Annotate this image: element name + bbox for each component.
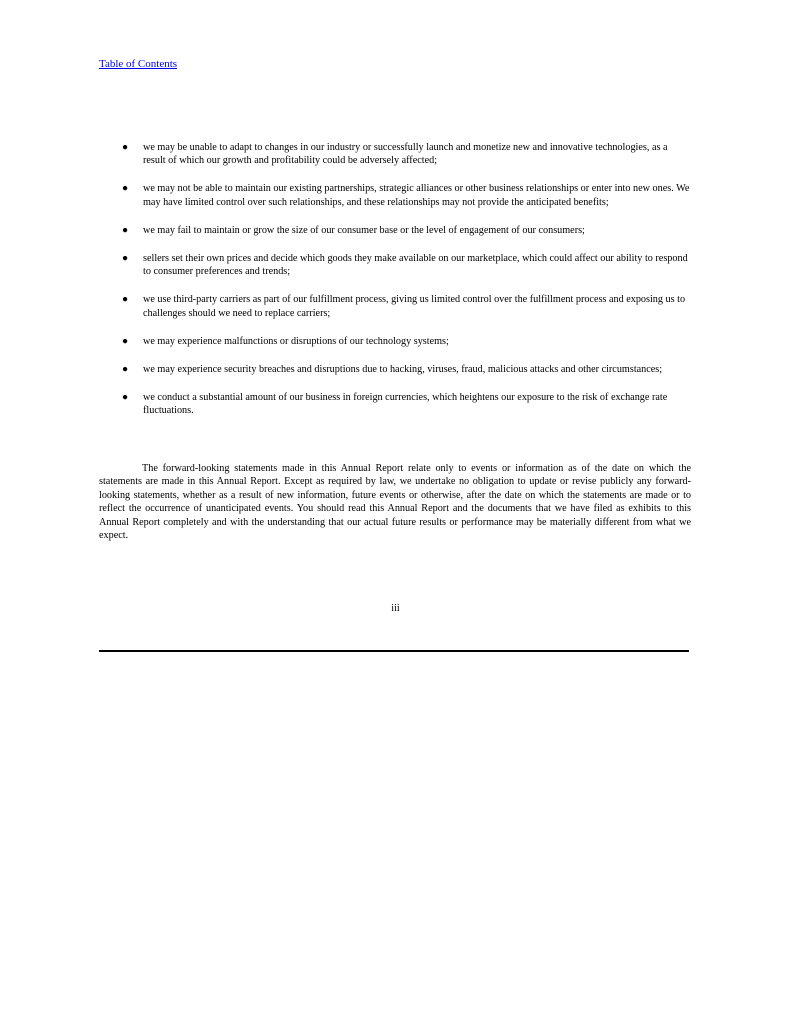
bullet-icon: ● [122,363,129,375]
bullet-item [99,293,691,320]
forward-looking-statements-paragraph: The forward-looking statements made in this Annual Report relate only to events or information as of the date on which the statements are made in this Annual Report. Except as required by law, we undertake no obligation to update or revise publicly any forward-looking statements, whether as a result of new information, future events or otherwise, after the date on which the statements are made or to reflect the occurrence of unanticipated events. You should read this Annual Report and the documents that we have filed as exhibits to this Annual Report completely and with the understanding that our actual future results or performance may be materially different from what we expect. [99,463,691,542]
bullet-icon: ● [122,224,129,236]
bullet-text: we may experience malfunctions or disruptions of our technology systems; [143,335,449,347]
table-of-contents-link[interactable]: Table of Contents [99,58,178,70]
bullet-item [99,224,691,237]
bullet-icon: ● [122,142,129,153]
bullet-item [99,141,691,168]
page-number: iii [391,603,400,614]
bullet-item [99,363,691,376]
bullet-text: sellers set their own prices and decide which goods they make available on our marketplace, which could affect our ability to respond to consumer preferences and trends; [143,252,688,278]
risk-bullet-list [99,141,691,432]
bullet-icon: ● [122,391,129,403]
bullet-item [99,335,691,348]
bullet-text: we may not be able to maintain our existing partnerships, strategic alliances or other business relationships or enter into new ones. We may have limited control over such relationships, and these relationships may not provide the anticipated benefits; [143,183,690,208]
bullet-item [99,252,691,279]
bullet-icon: ● [122,252,129,264]
bullet-icon: ● [122,183,129,195]
bullet-item [99,391,691,418]
bullet-text: we use third-party carriers as part of our fulfillment process, giving us limited control over the fulfillment process and exposing us to challenges should we need to replace carriers; [143,294,686,319]
page-divider [99,650,689,652]
bullet-icon: ● [122,335,129,347]
bullet-text: we may experience security breaches and disruptions due to hacking, viruses, fraud, malicious attacks and other circumstances; [143,363,663,375]
bullet-text: we may be unable to adapt to changes in our industry or successfully launch and monetize new and innovative technologies, as a result of which our growth and profitability could be adversely affected; [143,142,668,167]
bullet-text: we conduct a substantial amount of our business in foreign currencies, which heightens our exposure to the risk of exchange rate fluctuations. [143,391,668,417]
bullet-text: we may fail to maintain or grow the size of our consumer base or the level of engagement of our consumers; [143,224,585,236]
bullet-item [99,182,691,209]
bullet-icon: ● [122,294,129,306]
